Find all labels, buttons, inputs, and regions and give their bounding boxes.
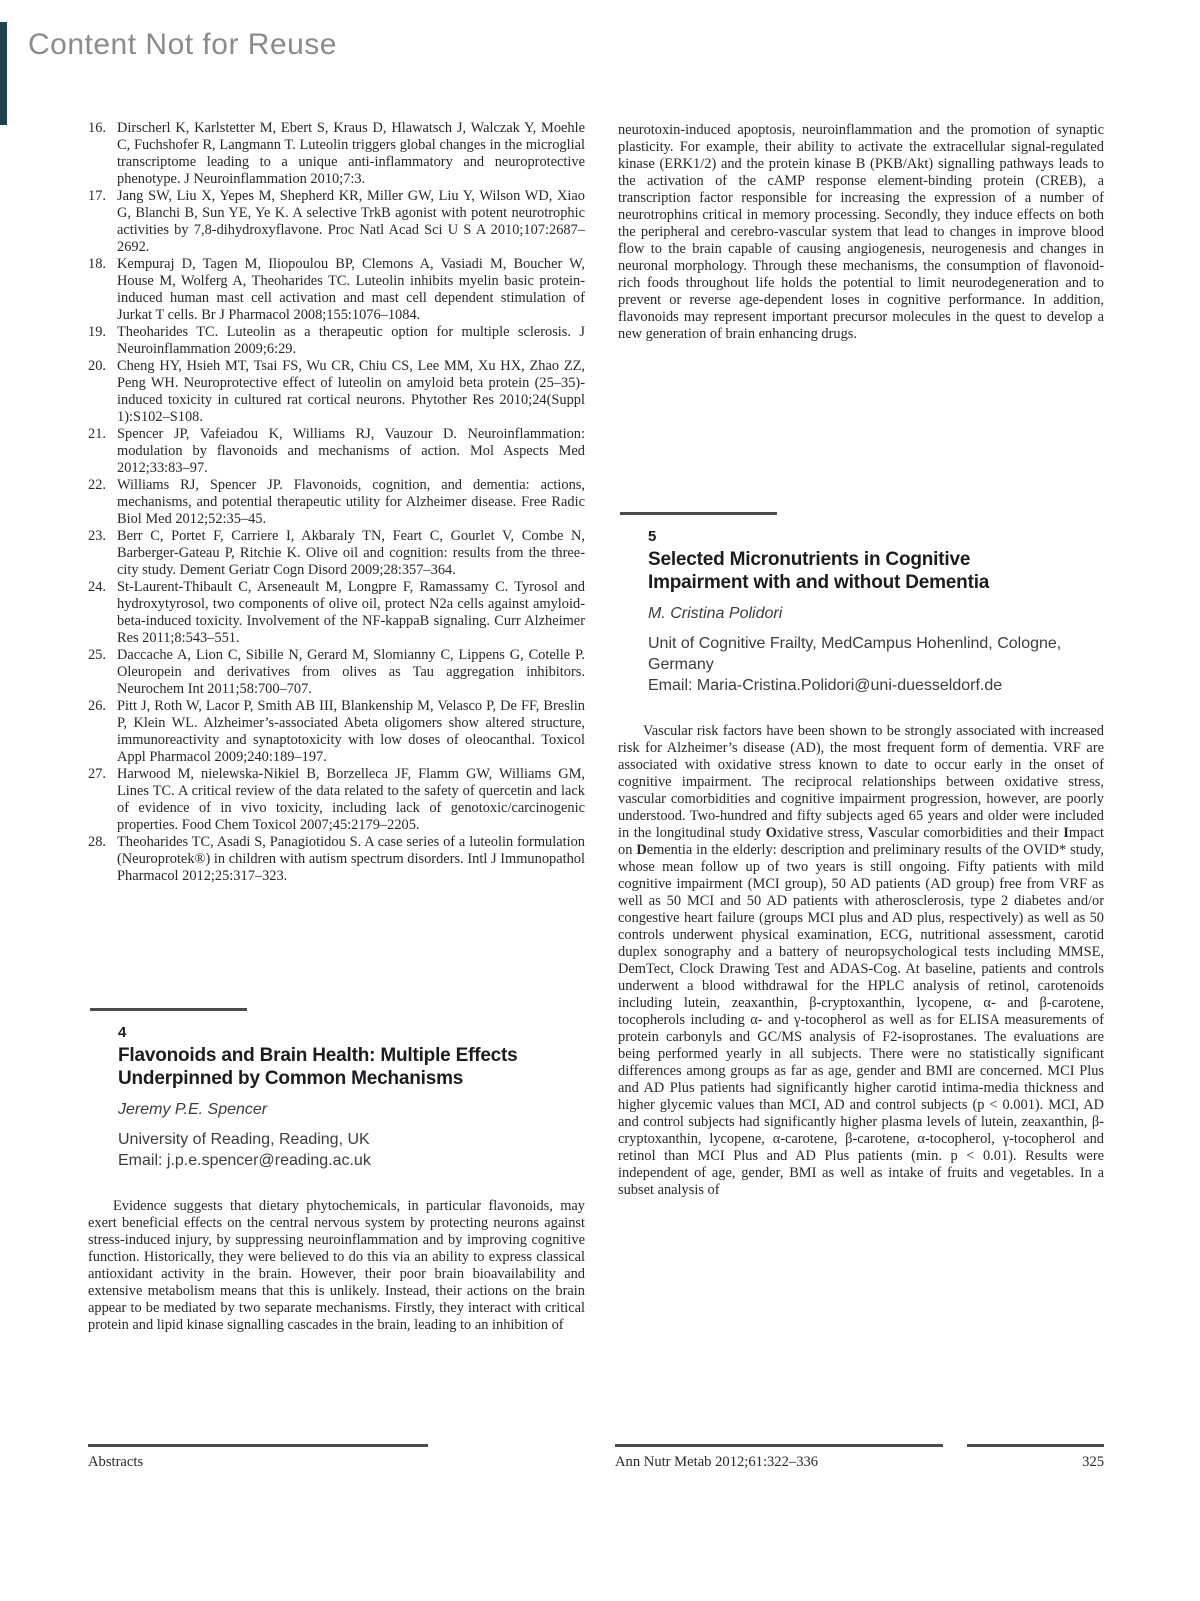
section-5 <box>618 512 1104 1199</box>
reference-number: 16. <box>88 120 106 136</box>
reference-text: Pitt J, Roth W, Lacor P, Smith AB III, Blankenship M, Velasco P, De FF, Breslin P, Klein WL. Alzheimer’s-associated Abeta oligomers show altered structure, immunoreactivity and synaptotoxicity with low doses of oleocanthal. Toxicol Appl Pharmacol 2009;240:189–197. <box>117 698 585 765</box>
reference-list <box>88 120 585 885</box>
footer-left <box>88 1444 428 1471</box>
reference-item <box>88 477 585 528</box>
page-number: 325 <box>1082 1454 1104 1470</box>
reference-text: Williams RJ, Spencer JP. Flavonoids, cognition, and dementia: actions, mechanisms, and potential therapeutic utility for Alzheimer disease. Free Radic Biol Med 2012;52:35–45. <box>117 477 585 527</box>
section-4-abstract: Evidence suggests that dietary phytochemicals, in particular flavonoids, may exert beneficial effects on the central nervous system by protecting neurons against stress-induced injury, by suppressing neuroinflammation and by improving cognitive function. Historically, they were believed to do this via an ability to express classical antioxidant activity in the brain. However, their poor brain bioavailability and extensive metabolism means that this is unlikely. Instead, their actions on the brain appear to be mediated by two separate mechanisms. Firstly, they interact with critical protein and lipid kinase signalling cascades in the brain, leading to an inhibition of <box>88 1198 585 1333</box>
reference-text: Kempuraj D, Tagen M, Iliopoulou BP, Clemons A, Vasiadi M, Boucher W, House M, Wolferg A, Theoharides TC. Luteolin inhibits myelin basic protein-induced human mast cell activation and mast cell dependent stimulation of Jurkat T cells. Br J Pharmacol 2008;155:1076–1084. <box>117 256 585 323</box>
section-4-affiliation: University of Reading, Reading, UK <box>118 1131 370 1148</box>
reference-text: Harwood M, nielewska-Nikiel B, Borzelleca JF, Flamm GW, Williams GM, Lines TC. A critical review of the data related to the safety of quercetin and lack of evidence of in vivo toxicity, including lack of genotoxic/carcinogenic properties. Food Chem Toxicol 2007;45:2179–2205. <box>117 766 585 833</box>
reference-number: 18. <box>88 256 106 272</box>
right-column <box>618 122 1104 343</box>
reference-item <box>88 766 585 834</box>
reference-item <box>88 698 585 766</box>
reference-text: Berr C, Portet F, Carriere I, Akbaraly TN, Feart C, Gourlet V, Combe N, Barberger-Gateau P, Ritchie K. Olive oil and cognition: results from the three-city study. Dement Geriatr Cogn Disord 2009;28:357–364. <box>117 528 585 578</box>
reference-number: 17. <box>88 188 106 204</box>
watermark-text: Content Not for Reuse <box>28 28 337 61</box>
reference-number: 20. <box>88 358 106 374</box>
journal-citation: Ann Nutr Metab 2012;61:322–336 <box>615 1454 819 1470</box>
reference-item <box>88 528 585 579</box>
section-5-author: M. Cristina Polidori <box>648 605 783 622</box>
reference-item <box>88 647 585 698</box>
footer-left-rule <box>88 1444 428 1447</box>
left-column <box>88 120 585 885</box>
section-4-title: Flavonoids and Brain Health: Multiple Effects Underpinned by Common Mechanisms <box>118 1045 518 1089</box>
reference-number: 26. <box>88 698 106 714</box>
reference-text: Daccache A, Lion C, Sibille N, Gerard M, Slomianny C, Lippens G, Cotelle P. Oleuropein and derivatives from olives as Tau aggregation inhibitors. Neurochem Int 2011;58:700–707. <box>117 647 585 697</box>
reference-item <box>88 358 585 426</box>
section-5-email: Email: Maria-Cristina.Polidori@uni-duesseldorf.de <box>648 677 1003 694</box>
footer-center <box>615 1444 943 1471</box>
section-4 <box>88 1008 585 1334</box>
section-5-number: 5 <box>648 528 657 545</box>
reference-text: Theoharides TC. Luteolin as a therapeutic option for multiple sclerosis. J Neuroinflammation 2009;6:29. <box>117 324 585 357</box>
reference-text: Jang SW, Liu X, Yepes M, Shepherd KR, Miller GW, Liu Y, Wilson WD, Xiao G, Blanchi B, Sun YE, Ye K. A selective TrkB agonist with potent neurotrophic activities by 7,8-dihydroxyflavone. Proc Natl Acad Sci U S A 2010;107:2687–2692. <box>117 188 585 255</box>
reference-number: 23. <box>88 528 106 544</box>
reference-number: 21. <box>88 426 106 442</box>
reference-item <box>88 188 585 256</box>
section-4-number: 4 <box>118 1024 127 1041</box>
left-accent-bar <box>0 22 7 125</box>
reference-item <box>88 120 585 188</box>
footer-center-rule <box>615 1444 943 1447</box>
footer-right-rule <box>967 1444 1104 1447</box>
reference-number: 27. <box>88 766 106 782</box>
reference-text: St-Laurent-Thibault C, Arseneault M, Longpre F, Ramassamy C. Tyrosol and hydroxytyrosol, two components of olive oil, protect N2a cells against amyloid-beta-induced toxicity. Involvement of the NF-kappaB signaling. Curr Alzheimer Res 2011;8:543–551. <box>117 579 585 646</box>
footer-right <box>967 1444 1104 1471</box>
footer-section-label: Abstracts <box>88 1454 144 1470</box>
section-5-title: Selected Micronutrients in Cognitive Impairment with and without Dementia <box>648 549 990 593</box>
reference-number: 28. <box>88 834 106 850</box>
reference-item <box>88 426 585 477</box>
reference-text: Spencer JP, Vafeiadou K, Williams RJ, Vauzour D. Neuroinflammation: modulation by flavonoids and mechanisms of action. Mol Aspects Med 2012;33:83–97. <box>117 426 585 476</box>
section-4-abstract-continuation: neurotoxin-induced apoptosis, neuroinflammation and the promotion of synaptic plasticity. For example, their ability to activate the extracellular signal-regulated kinase (ERK1/2) and the protein kinase B (PKB/Akt) signalling pathways leads to the activation of the cAMP response element-binding protein (CREB), a transcription factor responsible for increasing the expression of a number of neurotrophins critical in memory processing. Secondly, they induce effects on both the peripheral and cerebro-vascular system that lead to changes in improve blood flow to the brain capable of causing angiogenesis, neurogenesis and changes in neuronal morphology. Through these mechanisms, the consumption of flavonoid-rich foods throughout life holds the potential to limit neurodegeneration and to prevent or reverse age-dependent loses in cognitive performance. In addition, flavonoids may represent important precursor molecules in the quest to develop a new generation of brain enhancing drugs. <box>618 122 1104 342</box>
reference-text: Dirscherl K, Karlstetter M, Ebert S, Kraus D, Hlawatsch J, Walczak Y, Moehle C, Fuchshofer R, Langmann T. Luteolin triggers global changes in the microglial transcriptome leading to a unique anti-inflammatory and neuroprotective phenotype. J Neuroinflammation 2010;7:3. <box>117 120 585 187</box>
reference-text: Cheng HY, Hsieh MT, Tsai FS, Wu CR, Chiu CS, Lee MM, Xu HX, Zhao ZZ, Peng WH. Neuroprotective effect of luteolin on amyloid beta protein (25–35)-induced toxicity in cultured rat cortical neurons. Phytother Res 2010;24(Suppl 1):S102–S108. <box>117 358 585 425</box>
reference-number: 25. <box>88 647 106 663</box>
reference-item <box>88 579 585 647</box>
reference-text: Theoharides TC, Asadi S, Panagiotidou S. A case series of a luteolin formulation (Neuroprotek®) in children with autism spectrum disorders. Intl J Immunopathol Pharmacol 2012;25:317–323. <box>117 834 585 884</box>
section-5-affiliation: Unit of Cognitive Frailty, MedCampus Hohenlind, Cologne, Germany <box>648 635 1062 673</box>
reference-number: 19. <box>88 324 106 340</box>
reference-item <box>88 834 585 885</box>
reference-number: 22. <box>88 477 106 493</box>
reference-item <box>88 324 585 358</box>
section-4-email: Email: j.p.e.spencer@reading.ac.uk <box>118 1152 371 1169</box>
reference-number: 24. <box>88 579 106 595</box>
reference-item <box>88 256 585 324</box>
section-5-abstract: Vascular risk factors have been shown to be strongly associated with increased risk for Alzheimer’s disease (AD), the most frequent form of dementia. VRF are associated with oxidative stress known to date to occur early in the onset of cognitive impairment. The reciprocal relationships between oxidative stress, vascular comorbidities and cognitive impairment progression, however, are poorly understood. Two-hundred and fifty subjects aged 65 years and older were included in the longitudinal study Oxidative stress, Vascular comorbidities and their Impact on Dementia in the elderly: description and preliminary results of the OVID* study, whose mean follow up of two years is still ongoing. Fifty patients with mild cognitive impairment (MCI group), 50 AD patients (AD group) free from VRF as well as 50 MCI and 50 AD patients with atherosclerosis, type 2 diabetes and/or congestive heart failure (groups MCI plus and AD plus, respectively) as well as 50 controls underwent physical examination, ECG, nutritional assessment, carotid duplex sonography and a battery of neuropsychological tests including MMSE, DemTect, Clock Drawing Test and ADAS-Cog. At baseline, patients and controls underwent a blood withdrawal for the HPLC analysis of retinol, carotenoids including lutein, zeaxanthin, β-cryptoxanthin, lycopene, α- and β-carotene, tocopherols including α- and γ-tocopherol as well as for ELISA measurements of protein carbonyls and GC/MS analysis of F2-isoprostanes. The evaluations are being performed yearly in all subjects. There were no statistically significant differences among groups as far as age, gender and BMI are concerned. MCI Plus and AD Plus patients had significantly higher carotid intima-media thickness and higher glycemic values than MCI, AD and control subjects (p < 0.001). MCI, AD and control subjects had significantly higher plasma levels of lutein, zeaxanthin, β-cryptoxanthin, lycopene, α-carotene, β-carotene, α-tocopherol, γ-tocopherol and retinol than MCI Plus and AD Plus patients (min. p < 0.01). Results were independent of age, gender, BMI as well as intake of fruits and vegetables. In a subset analysis of <box>618 723 1104 1198</box>
section-4-author: Jeremy P.E. Spencer <box>118 1101 268 1118</box>
